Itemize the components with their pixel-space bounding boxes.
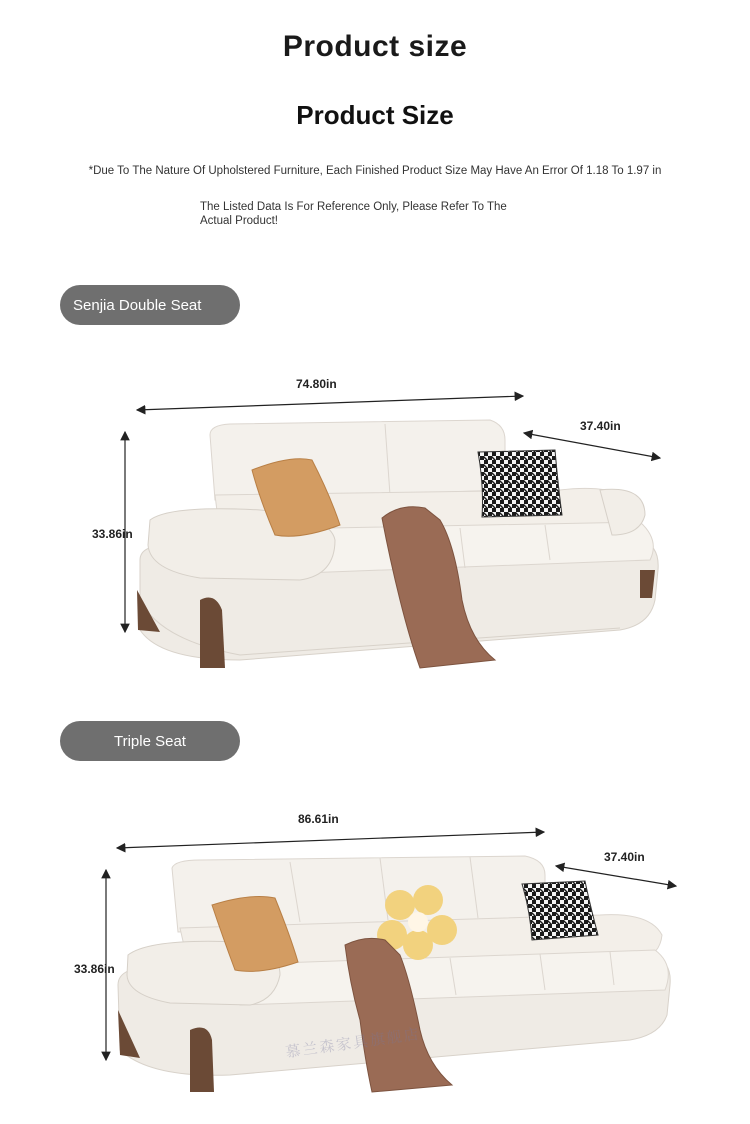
triple-seat-depth-label: 37.40in [604, 850, 645, 864]
double-seat-badge: Senjia Double Seat [60, 285, 240, 325]
page-title: Product size [282, 30, 468, 63]
double-seat-width-label: 74.80in [296, 377, 337, 391]
triple-seat-badge: Triple Seat [60, 721, 240, 761]
double-seat-height-label: 33.86in [92, 527, 133, 541]
disclaimer-note: The Listed Data Is For Reference Only, Please Refer To The Actual Product! [200, 201, 507, 227]
double-seat-sofa-drawing [137, 420, 658, 668]
triple-seat-height-label: 33.86in [74, 962, 115, 976]
tolerance-note: *Due To The Nature Of Upholstered Furniture, Each Finished Product Size May Have An Error Of 1.18 To 1.97 in [88, 165, 662, 177]
double-seat-depth-label: 37.40in [580, 419, 621, 433]
store-watermark: 慕兰森家具旗舰店 [284, 1025, 422, 1062]
page-subtitle: Product Size [296, 100, 454, 130]
triple-seat-width-label: 86.61in [298, 812, 339, 826]
triple-seat-sofa-drawing [118, 856, 670, 1092]
